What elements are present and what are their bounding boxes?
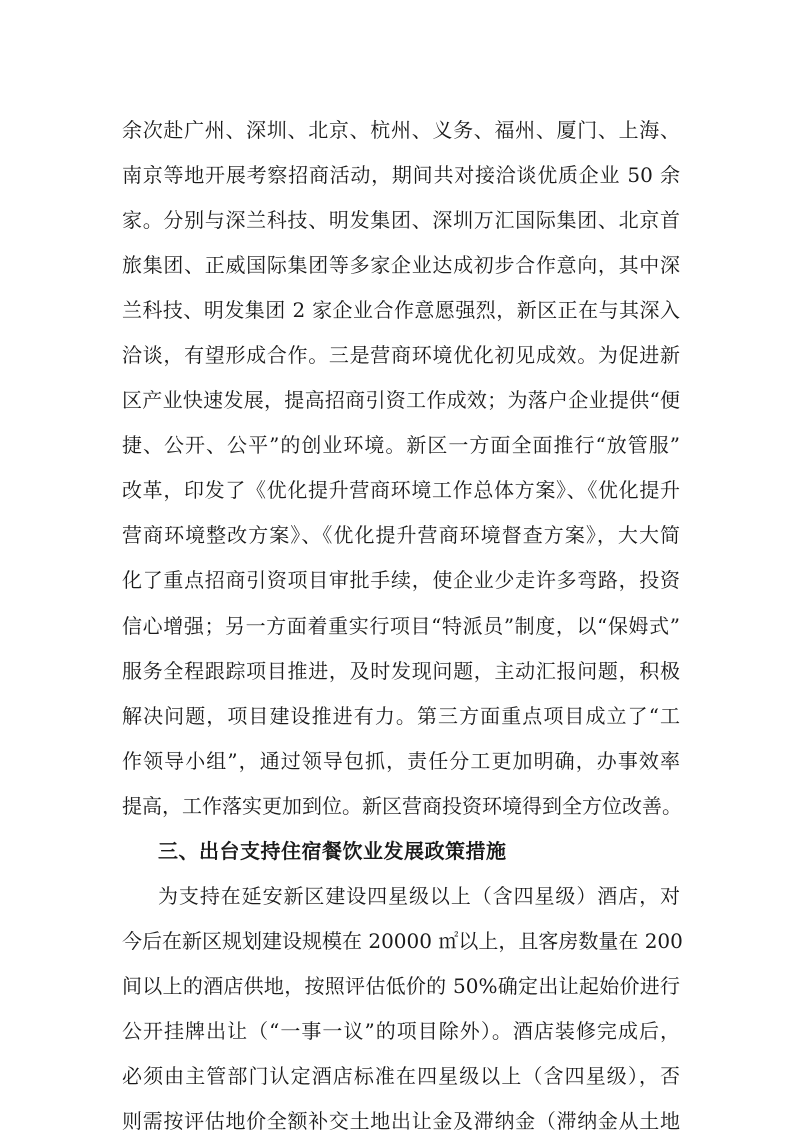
paragraph-2 [122, 874, 683, 1144]
text-line: 区产业快速发展，提高招商引资工作成效；为落户企业提供“便 [122, 388, 680, 413]
text-line: 家。分别与深兰科技、明发集团、深圳万汇国际集团、北京首 [122, 208, 680, 233]
text-line: 服务全程跟踪项目推进，及时发现问题，主动汇报问题，积极 [122, 658, 680, 683]
document-body [122, 108, 683, 1144]
text-line: 旅集团、正威国际集团等多家企业达成初步合作意向，其中深 [122, 253, 680, 278]
text-line: 洽谈，有望形成合作。三是营商环境优化初见成效。为促进新 [122, 343, 680, 368]
text-line: 捷、公开、公平”的创业环境。新区一方面全面推行“放管服” [122, 433, 680, 458]
text-line: 则需按评估地价全额补交土地出让金及滞纳金（滞纳金从土地 [122, 1109, 680, 1134]
paragraph-1 [122, 108, 680, 829]
text-line: 公开挂牌出让（“一事一议”的项目除外）。酒店装修完成后， [122, 1018, 680, 1043]
text-line: 解决问题，项目建设推进有力。第三方面重点项目成立了“工 [122, 703, 680, 728]
text-line: 作领导小组”，通过领导包抓，责任分工更加明确，办事效率 [122, 748, 680, 773]
text-line: 必须由主管部门认定酒店标准在四星级以上（含四星级），否 [122, 1063, 680, 1088]
text-line: 提高，工作落实更加到位。新区营商投资环境得到全方位改善。 [122, 793, 682, 818]
text-line: 信心增强；另一方面着重实行项目“特派员”制度，以“保姆式” [122, 613, 680, 638]
text-line: 化了重点招商引资项目审批手续，使企业少走许多弯路，投资 [122, 568, 680, 593]
text-line: 今后在新区规划建设规模在 20000 ㎡以上，且客房数量在 200 [122, 928, 683, 953]
text-line: 余次赴广州、深圳、北京、杭州、义务、福州、厦门、上海、 [122, 118, 680, 142]
text-line: 间以上的酒店供地，按照评估低价的 50%确定出让起始价进行 [122, 973, 680, 998]
text-line: 南京等地开展考察招商活动，期间共对接洽谈优质企业 50 余 [122, 163, 680, 188]
section-heading: 三、出台支持住宿餐饮业发展政策措施 [158, 838, 507, 863]
text-line: 兰科技、明发集团 2 家企业合作意愿强烈，新区正在与其深入 [122, 298, 680, 323]
text-line: 为支持在延安新区建设四星级以上（含四星级）酒店，对 [158, 883, 680, 908]
text-line: 营商环境整改方案》、《优化提升营商环境督查方案》，大大简 [122, 523, 680, 548]
text-line: 改革，印发了《优化提升营商环境工作总体方案》、《优化提升 [122, 478, 680, 503]
